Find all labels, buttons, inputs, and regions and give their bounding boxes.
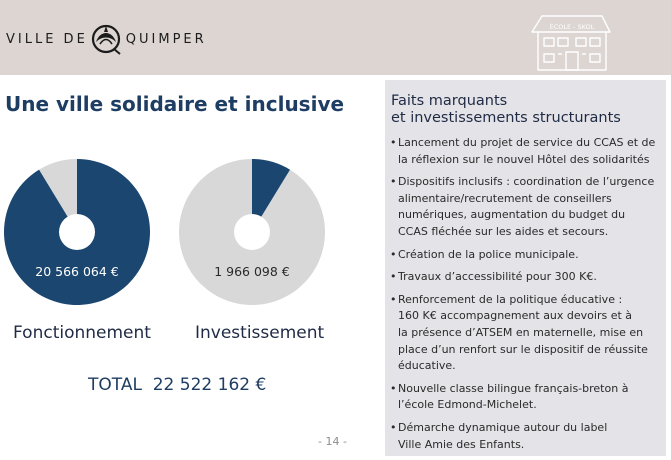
list-item xyxy=(391,247,658,264)
pie-center-hole xyxy=(234,214,270,250)
list-item-line: l’école Edmond-Michelet. xyxy=(398,398,537,412)
highlights-panel xyxy=(385,80,666,456)
page-number: - 14 - xyxy=(318,435,347,448)
panel-title-line: et investissements structurants xyxy=(391,110,621,126)
list-item-line: • Renforcement de la politique éducative : xyxy=(398,292,623,306)
list-item-line: • Nouvelle classe bilingue français-breton à xyxy=(398,381,629,395)
pie-charts xyxy=(0,150,360,320)
list-item-line: • Création de la police municipale. xyxy=(398,247,579,261)
list-item-line: Ville Amie des Enfants. xyxy=(398,437,525,451)
list-item-line: la présence d’ATSEM en maternelle, mise en xyxy=(398,325,644,339)
list-item-line: alimentaire/recrutement de conseillers xyxy=(398,191,612,205)
panel-title xyxy=(391,93,658,127)
list-item-line: • Démarche dynamique autour du label xyxy=(398,420,608,434)
chart-title-fonctionnement: Fonctionnement xyxy=(13,323,151,343)
list-item xyxy=(391,292,658,375)
page-title: Une ville solidaire et inclusive xyxy=(5,92,345,116)
pie-value-label: 20 566 064 € xyxy=(35,264,119,279)
list-item xyxy=(391,135,658,168)
list-item-line: CCAS fléchée sur les aides et secours. xyxy=(398,224,609,238)
quimper-emblem-icon xyxy=(88,22,124,56)
highlights-list xyxy=(391,135,658,453)
list-item-line: éducative. xyxy=(398,359,456,373)
list-item-line: • Travaux d’accessibilité pour 300 K€. xyxy=(398,270,597,284)
list-item-line: place d’un renfort sur le dispositif de réussite xyxy=(398,342,648,356)
list-item-line: numériques, augmentation du budget du xyxy=(398,208,626,222)
list-item-line: 160 K€ accompagnement aux devoirs et à xyxy=(398,309,633,323)
logo-text-right: QUIMPER xyxy=(125,31,207,47)
list-item-line: • Lancement du projet de service du CCAS et de xyxy=(398,136,656,149)
logo-text-left: VILLE DE xyxy=(6,31,88,47)
list-item xyxy=(391,420,658,453)
school-sketch-text: ÉCOLE - SKOL xyxy=(549,23,595,31)
chart-title-investissement: Investissement xyxy=(195,323,325,343)
pie-center-hole xyxy=(59,214,95,250)
school-building-icon xyxy=(528,10,614,72)
list-item-line: • Dispositifs inclusifs : coordination de l’urgence xyxy=(398,175,655,189)
pie-value-label: 1 966 098 € xyxy=(214,264,290,279)
list-item xyxy=(391,174,658,240)
city-logo xyxy=(6,22,207,56)
list-item xyxy=(391,269,658,286)
list-item-line: la réflexion sur le nouvel Hôtel des solidarités xyxy=(398,152,650,166)
list-item xyxy=(391,381,658,414)
total-amount: TOTAL 22 522 162 € xyxy=(88,375,267,395)
panel-title-line: Faits marquants xyxy=(391,93,508,109)
